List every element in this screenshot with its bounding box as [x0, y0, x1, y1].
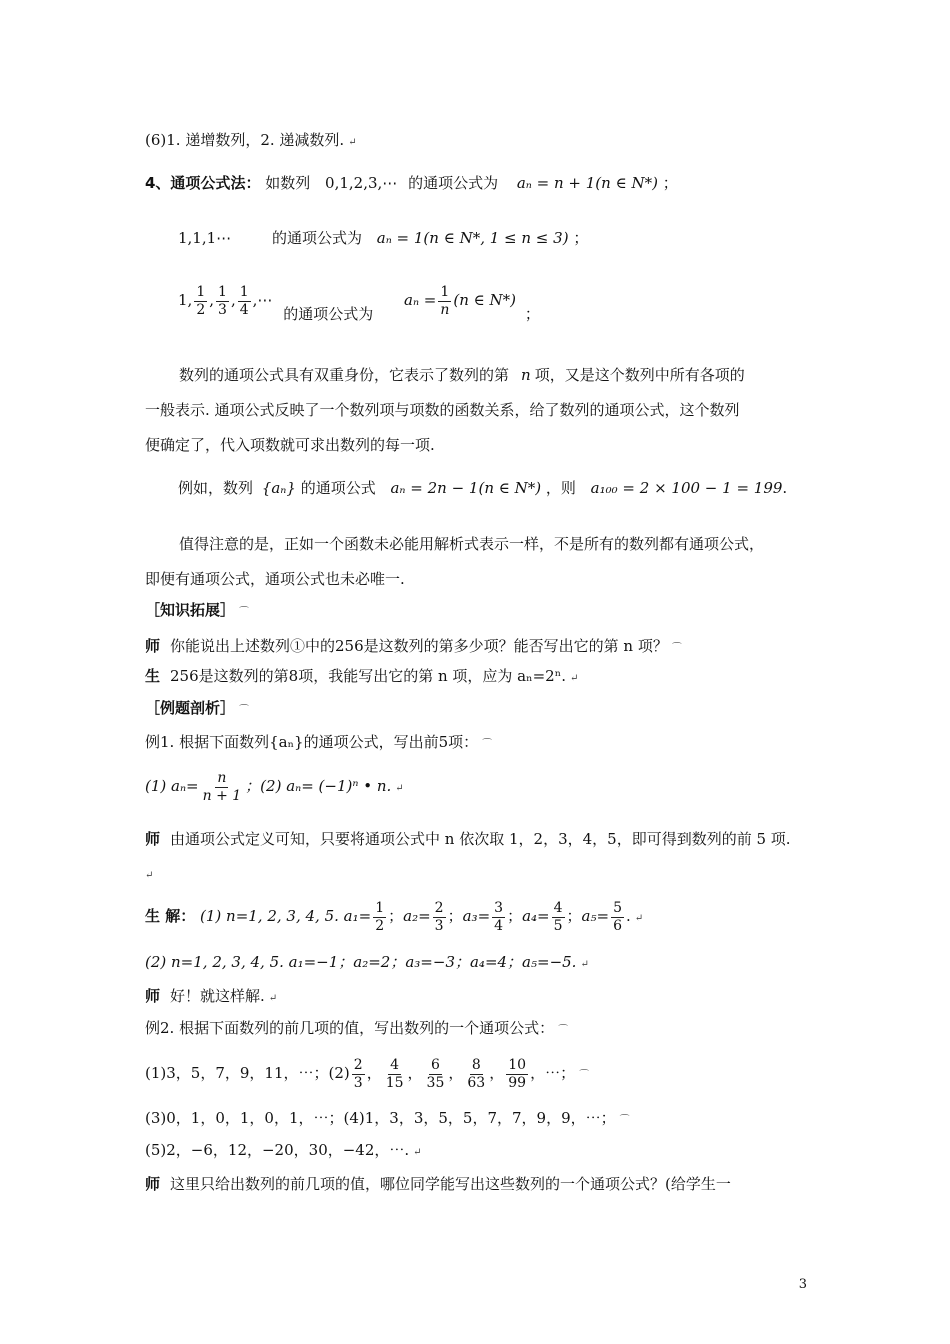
ex1-a: (1) aₙ= — [145, 777, 199, 795]
line-6 — [145, 130, 357, 153]
ex2-1: (1)3，5，7，9，11，⋯；(2) — [145, 1064, 350, 1082]
para2-line1: 值得注意的是，正如一个函数未必能用解析式表示一样，不是所有的数列都有通项公式， — [179, 535, 765, 553]
ex2-end: ，⋯； — [530, 1064, 576, 1082]
harmonic-start: 1, — [178, 291, 193, 309]
para1-line3: 便确定了，代入项数就可求出数列的每一项. — [145, 436, 435, 454]
example-d: . — [782, 479, 788, 497]
enter-mark-icon: ↵ — [569, 673, 579, 684]
example-seq: {aₙ} — [261, 479, 296, 497]
example-harmonic: 1, $\frac{1}{2}$ , $\frac{1}{3}$ , $\frac{1}{4}$ ,⋯ 的通项公式为 aₙ = $\frac{1}{n}$ (n ∈ N*) ； — [178, 283, 540, 323]
section-4-heading: 4、通项公式法： — [145, 174, 261, 192]
teacher-question — [145, 636, 682, 659]
page-number: 3 — [798, 1277, 807, 1292]
example-b: 的通项公式 — [300, 479, 376, 497]
para1-n: n — [521, 366, 531, 384]
teacher-prompt-text: 这里只给出数列的前几项的值，哪位同学能写出这些数列的一个通项公式？(给学生一 — [170, 1175, 731, 1193]
frac-n-over-n1: $\frac{n}{n + 1}$ — [202, 769, 242, 804]
para1-line2: 一般表示. 通项公式反映了一个数列项与项数的函数关系，给了数列的通项公式，这个数列 — [145, 401, 740, 419]
frac-1-3: $\frac{1}{3}$ — [218, 283, 227, 318]
solution-2: (2) n=1, 2, 3, 4, 5. a₁=−1；a₂=2；a₃=−3；a₄=4；a₅=−5. — [145, 953, 577, 971]
ex2-5: (5)2，−6，12，−20，30，−42，⋯. — [145, 1141, 410, 1159]
example-2-item-5 — [145, 1140, 422, 1163]
example-c: ，则 — [545, 479, 576, 497]
line-mark-icon: ⌒ — [558, 1025, 569, 1036]
formula-n-plus-1: aₙ = n + 1(n ∈ N*) — [516, 174, 658, 192]
example-a: 例如，数列 — [178, 479, 254, 497]
paragraph-dual-identity — [145, 358, 825, 463]
frac-3-4: $\frac{3}{4}$ — [494, 899, 504, 934]
para1-line1: 数列的通项公式具有双重身份，它表示了数列的第 — [179, 366, 510, 384]
frac-2-3: $\frac{2}{3}$ — [434, 899, 444, 934]
section-4-mid: 的通项公式为 — [408, 174, 499, 192]
frac-10-99: $\frac{10}{99}$ — [508, 1056, 527, 1091]
section-4-intro: 如数列 — [265, 174, 311, 192]
formula-const-1: aₙ = 1(n ∈ N*, 1 ≤ n ≤ 3) — [376, 229, 569, 247]
student-label: 生 — [145, 667, 161, 685]
para1-line1-end: 项，又是这个数列中所有各项的 — [534, 366, 745, 384]
line-mark-icon: ⌒ — [239, 705, 250, 716]
example-2-items-1-2: (1)3，5，7，9，11，⋯；(2) $\frac{2}{3}$ ， $\frac{4}{15}$ ， $\frac{6}{35}$ ， $\frac{8}{63}$ ， $\frac{10}{99}$ ，⋯； ⌒ — [145, 1052, 589, 1097]
seq-111: 1,1,1⋯ — [178, 229, 232, 247]
example-2-prompt — [145, 1018, 568, 1041]
example-harmonic-mid: 的通项公式为 — [283, 305, 374, 323]
teacher-label: 师 — [145, 987, 161, 1005]
example-analysis-title — [145, 698, 249, 721]
frac-1-n: $\frac{1}{n}$ — [440, 283, 450, 318]
teacher-label: 师 — [145, 637, 161, 655]
teacher-text: 你能说出上述数列①中的256是这数列的第多少项？能否写出它的第 n 项？ — [170, 637, 668, 655]
teacher-prompt — [145, 1174, 731, 1194]
enter-mark-icon: ↵ — [268, 993, 278, 1004]
frac-4-15: $\frac{4}{15}$ — [385, 1056, 404, 1091]
section-4 — [145, 173, 678, 193]
frac-2-3: $\frac{2}{3}$ — [353, 1056, 363, 1091]
enter-mark-icon: ↵ — [395, 783, 404, 794]
line-mark-icon: ⌒ — [671, 643, 682, 654]
example-harmonic-end: ； — [524, 305, 540, 323]
student-text: 256是这数列的第8项，我能写出它的第 n 项，应为 aₙ=2ⁿ. — [170, 667, 566, 685]
frac-1-4: $\frac{1}{4}$ — [239, 283, 249, 318]
line-mark-icon: ⌒ — [579, 1070, 590, 1081]
frac-6-35: $\frac{6}{35}$ — [426, 1056, 445, 1091]
line-mark-icon: ⌒ — [619, 1115, 630, 1126]
student-solution-2 — [145, 952, 589, 975]
example-formula: aₙ = 2n − 1(n ∈ N*) — [390, 479, 542, 497]
ex1-b: ；(2) aₙ= (−1)ⁿ • n. — [245, 777, 392, 795]
ex1-text: 例1. 根据下面数列{aₙ}的通项公式，写出前5项： — [145, 733, 479, 751]
line-mark-icon: ⌒ — [239, 607, 250, 618]
enter-mark-icon: ↵ — [348, 137, 357, 148]
ex2-34: (3)0，1，0，1，0，1，⋯；(4)1，3，3，5，5，7，7，9，9，⋯； — [145, 1109, 616, 1127]
knowledge-extension-title — [145, 600, 249, 623]
enter-mark-icon: ↵ — [145, 870, 154, 881]
teacher-label: 师 — [145, 830, 161, 848]
frac-5-6: $\frac{5}{6}$ — [613, 899, 622, 934]
teacher-explain — [145, 822, 825, 893]
teacher-explain-text: 由通项公式定义可知，只要将通项公式中 n 依次取 1，2，3，4，5，即可得到数列的前 5 项. — [170, 830, 791, 848]
solution-1a: (1) n=1, 2, 3, 4, 5. — [200, 907, 339, 925]
ex2-text: 例2. 根据下面数列的前几项的值，写出数列的一个通项公式： — [145, 1019, 555, 1037]
ext-title: ［知识拓展］ — [145, 601, 236, 619]
analysis-title: ［例题剖析］ — [145, 699, 236, 717]
frac-1-2: $\frac{1}{2}$ — [196, 283, 206, 318]
enter-mark-icon: ↵ — [413, 1147, 422, 1158]
frac-4-5: $\frac{4}{5}$ — [553, 899, 563, 934]
example-odd-sequence — [178, 478, 787, 498]
line-6-text: (6)1. 递增数列，2. 递减数列. — [145, 131, 345, 149]
example-1-formulas — [145, 766, 404, 809]
section-4-end: ； — [662, 174, 678, 192]
teacher-good — [145, 986, 277, 1009]
frac-1-2: $\frac{1}{2}$ — [375, 899, 385, 934]
line-mark-icon: ⌒ — [482, 739, 493, 750]
enter-mark-icon: ↵ — [580, 959, 589, 970]
teacher-label: 师 — [145, 1175, 161, 1193]
enter-mark-icon: ↵ — [634, 913, 644, 924]
example-111-mid: 的通项公式为 — [271, 229, 362, 247]
para2-line2: 即便有通项公式，通项公式也未必唯一. — [145, 570, 405, 588]
example-2-items-3-4 — [145, 1108, 630, 1131]
frac-8-63: $\frac{8}{63}$ — [467, 1056, 486, 1091]
example-1-prompt — [145, 732, 492, 755]
example-111 — [178, 228, 588, 248]
student-answer — [145, 666, 578, 689]
paragraph-not-unique — [145, 527, 825, 597]
solution-label: 生 解： — [145, 907, 196, 925]
harmonic-formula-lhs: aₙ = — [404, 291, 437, 309]
example-111-end: ； — [573, 229, 589, 247]
harmonic-end: ,⋯ — [252, 291, 273, 309]
harmonic-formula-rhs: (n ∈ N*) — [453, 291, 517, 309]
student-solution-1: 生 解： (1) n=1, 2, 3, 4, 5. a₁= $\frac{1}{2}$ ；a₂= $\frac{2}{3}$ ；a₃= $\frac{3}{4}$ ；a₄= $\frac{4}{5}$ ；a₅= $\frac{5}{6}$ . ↵ — [145, 896, 643, 939]
teacher-good-text: 好！就这样解. — [170, 987, 265, 1005]
example-result: a₁₀₀ = 2 × 100 − 1 = 199 — [590, 479, 783, 497]
seq-0123: 0,1,2,3,⋯ — [325, 174, 398, 192]
